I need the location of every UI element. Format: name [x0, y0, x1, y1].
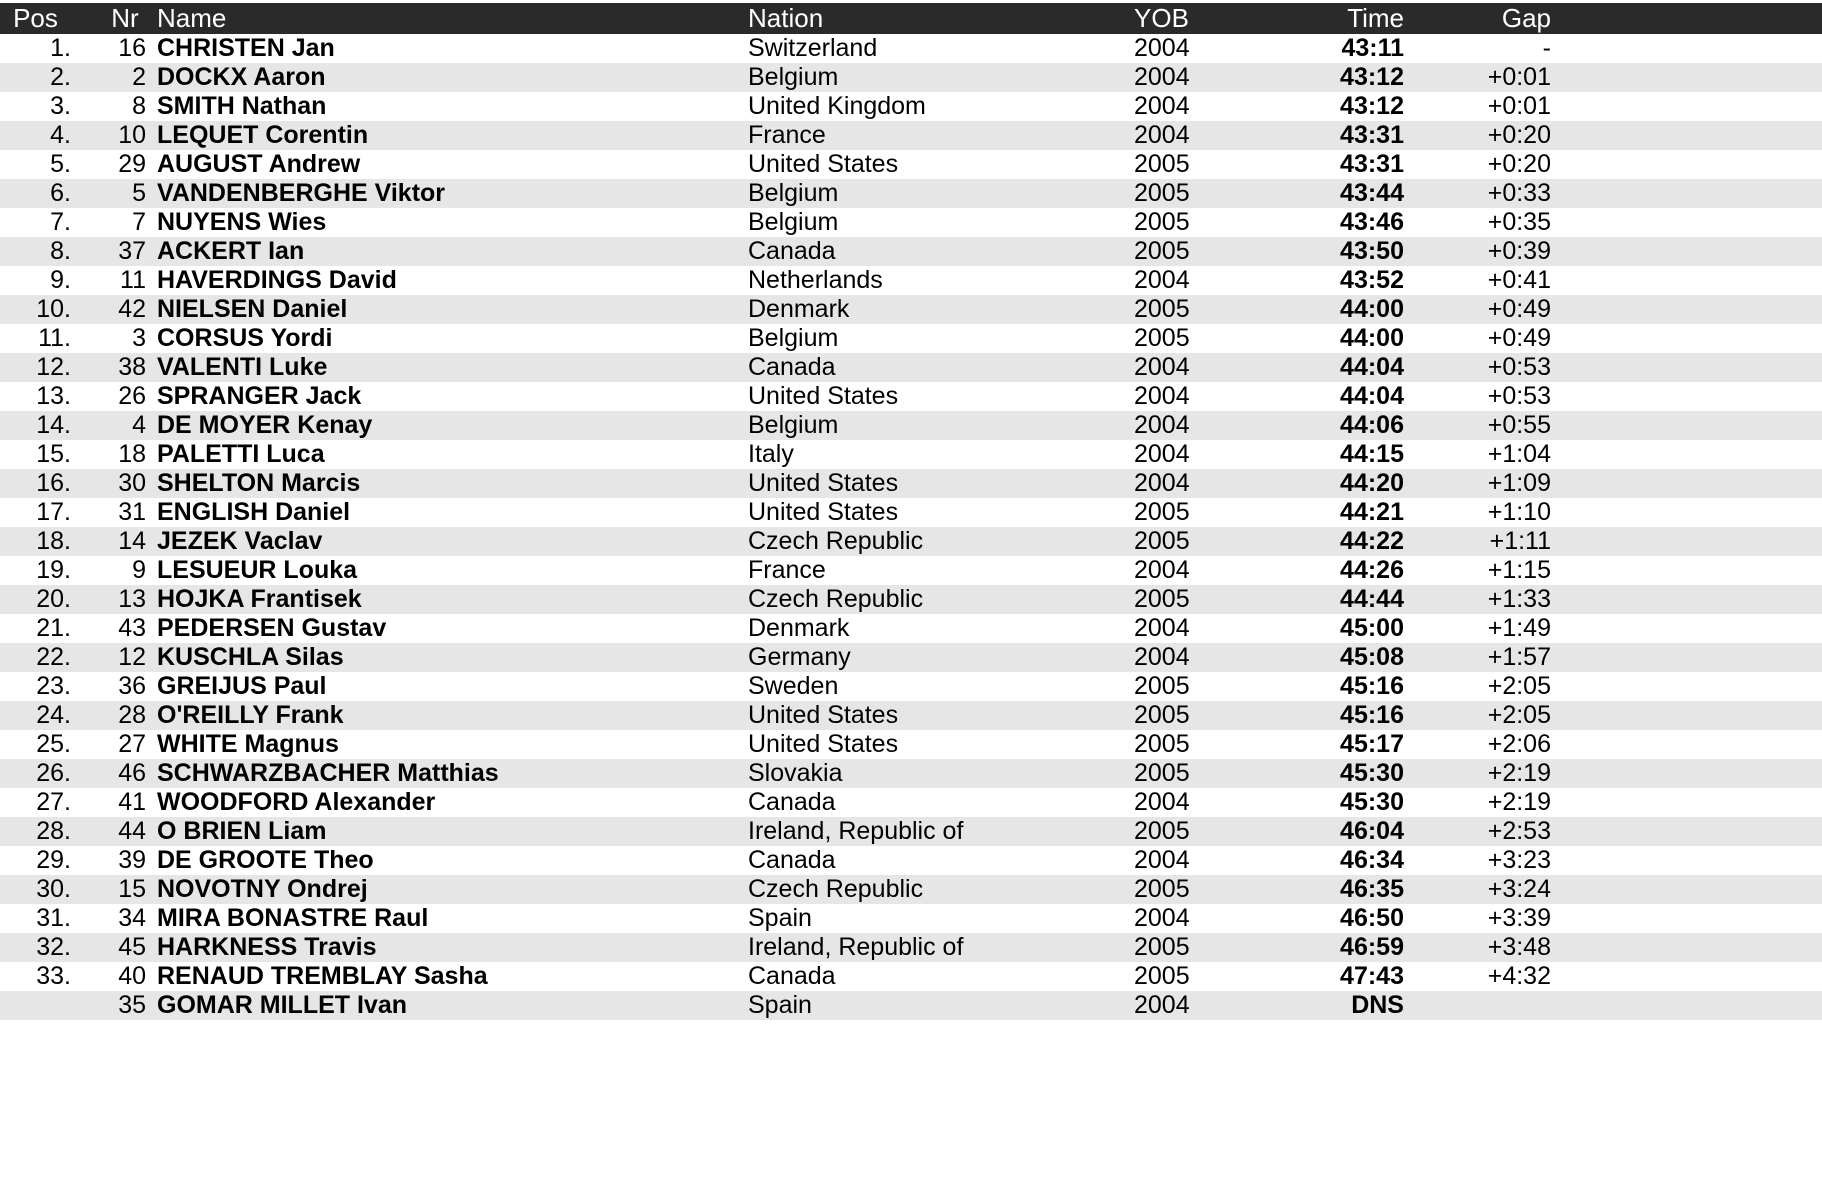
- cell-time: 44:22: [1340, 527, 1404, 555]
- cell-time: 44:04: [1340, 353, 1404, 381]
- cell-pos: 6.: [50, 179, 71, 207]
- cell-time: 44:21: [1340, 498, 1404, 526]
- cell-pos: 13.: [36, 382, 71, 410]
- cell-name: ENGLISH Daniel: [157, 498, 351, 526]
- cell-nation: Belgium: [748, 411, 839, 439]
- cell-gap: +3:48: [1487, 933, 1551, 961]
- cell-nation: Netherlands: [748, 266, 883, 294]
- cell-nr: 27: [118, 730, 146, 758]
- cell-name: NIELSEN Daniel: [157, 295, 348, 323]
- cell-nr: 34: [118, 904, 146, 932]
- table-row: [0, 585, 1822, 614]
- cell-nation: United States: [748, 701, 899, 729]
- cell-nr: 36: [118, 672, 146, 700]
- cell-gap: +1:09: [1487, 469, 1551, 497]
- cell-time: 44:20: [1340, 469, 1404, 497]
- cell-nation: Switzerland: [748, 34, 878, 62]
- cell-nation: Belgium: [748, 208, 839, 236]
- cell-nr: 44: [118, 817, 146, 845]
- cell-nation: Canada: [748, 788, 836, 816]
- cell-time: 44:06: [1340, 411, 1404, 439]
- cell-pos: 25.: [36, 730, 71, 758]
- cell-gap: +1:33: [1487, 585, 1551, 613]
- table-row: [0, 701, 1822, 730]
- cell-nation: Denmark: [748, 295, 850, 323]
- cell-pos: 12.: [36, 353, 71, 381]
- cell-nation: United States: [748, 150, 899, 178]
- cell-nr: 40: [118, 962, 146, 990]
- cell-name: WOODFORD Alexander: [157, 788, 436, 816]
- cell-gap: +0:20: [1487, 121, 1551, 149]
- cell-pos: 33.: [36, 962, 71, 990]
- cell-name: DE MOYER Kenay: [157, 411, 373, 439]
- table-row: [0, 904, 1822, 933]
- cell-gap: +3:39: [1487, 904, 1551, 932]
- table-row: [0, 63, 1822, 92]
- cell-nr: 28: [118, 701, 146, 729]
- cell-nr: 41: [118, 788, 146, 816]
- cell-gap: +0:55: [1487, 411, 1551, 439]
- cell-time: 43:46: [1340, 208, 1404, 236]
- table-row: [0, 672, 1822, 701]
- cell-yob: 2004: [1134, 614, 1190, 642]
- cell-pos: 9.: [50, 266, 71, 294]
- table-row: [0, 237, 1822, 266]
- cell-nr: 18: [118, 440, 146, 468]
- cell-pos: 21.: [36, 614, 71, 642]
- cell-name: SHELTON Marcis: [157, 469, 361, 497]
- header-nr: Nr: [111, 3, 139, 33]
- cell-pos: 19.: [36, 556, 71, 584]
- cell-nation: Denmark: [748, 614, 850, 642]
- table-row: [0, 846, 1822, 875]
- cell-time: 43:50: [1340, 237, 1404, 265]
- cell-gap: +0:01: [1487, 92, 1551, 120]
- cell-yob: 2004: [1134, 353, 1190, 381]
- cell-nation: France: [748, 121, 826, 149]
- table-row: [0, 498, 1822, 527]
- cell-yob: 2004: [1134, 440, 1190, 468]
- header-gap: Gap: [1501, 3, 1551, 33]
- cell-pos: 14.: [36, 411, 71, 439]
- cell-pos: 27.: [36, 788, 71, 816]
- cell-pos: 8.: [50, 237, 71, 265]
- cell-gap: +2:05: [1487, 701, 1551, 729]
- cell-nation: Belgium: [748, 324, 839, 352]
- cell-time: 43:52: [1340, 266, 1404, 294]
- table-row: [0, 962, 1822, 991]
- cell-time: 44:04: [1340, 382, 1404, 410]
- cell-time: 44:00: [1340, 324, 1404, 352]
- cell-nation: Sweden: [748, 672, 839, 700]
- cell-name: LEQUET Corentin: [157, 121, 369, 149]
- cell-pos: 4.: [50, 121, 71, 149]
- cell-name: HOJKA Frantisek: [157, 585, 362, 613]
- cell-name: ACKERT Ian: [157, 237, 305, 265]
- cell-yob: 2004: [1134, 382, 1190, 410]
- cell-nation: Canada: [748, 353, 836, 381]
- cell-time: 46:04: [1340, 817, 1404, 845]
- cell-nation: Italy: [748, 440, 794, 468]
- table-header: [0, 3, 1822, 34]
- cell-gap: +1:04: [1487, 440, 1551, 468]
- cell-name: SPRANGER Jack: [157, 382, 362, 410]
- cell-name: AUGUST Andrew: [157, 150, 361, 178]
- cell-yob: 2005: [1134, 150, 1190, 178]
- table-body: [0, 34, 1822, 1020]
- table-row: [0, 150, 1822, 179]
- cell-gap: +1:57: [1487, 643, 1551, 671]
- cell-nation: United Kingdom: [748, 92, 926, 120]
- cell-time: 45:30: [1340, 759, 1404, 787]
- cell-yob: 2005: [1134, 498, 1190, 526]
- cell-nr: 10: [118, 121, 146, 149]
- table-row: [0, 614, 1822, 643]
- cell-yob: 2005: [1134, 585, 1190, 613]
- cell-pos: 16.: [36, 469, 71, 497]
- cell-pos: 29.: [36, 846, 71, 874]
- table-row: [0, 556, 1822, 585]
- cell-gap: +1:15: [1487, 556, 1551, 584]
- cell-pos: 2.: [50, 63, 71, 91]
- cell-name: LESUEUR Louka: [157, 556, 358, 584]
- cell-gap: +0:49: [1487, 324, 1551, 352]
- cell-time: 44:00: [1340, 295, 1404, 323]
- header-yob: YOB: [1134, 3, 1189, 33]
- cell-gap: +2:06: [1487, 730, 1551, 758]
- cell-nation: United States: [748, 730, 899, 758]
- table-row: [0, 469, 1822, 498]
- cell-pos: 20.: [36, 585, 71, 613]
- cell-gap: +0:41: [1487, 266, 1551, 294]
- cell-nr: 13: [118, 585, 146, 613]
- cell-pos: 3.: [50, 92, 71, 120]
- cell-time: 46:35: [1340, 875, 1404, 903]
- cell-nr: 46: [118, 759, 146, 787]
- table-row: [0, 788, 1822, 817]
- cell-gap: -: [1542, 34, 1551, 62]
- cell-pos: 17.: [36, 498, 71, 526]
- cell-pos: 30.: [36, 875, 71, 903]
- cell-name: SCHWARZBACHER Matthias: [157, 759, 499, 787]
- cell-nation: Czech Republic: [748, 527, 924, 555]
- cell-yob: 2004: [1134, 904, 1190, 932]
- cell-gap: +2:19: [1487, 759, 1551, 787]
- cell-yob: 2005: [1134, 730, 1190, 758]
- cell-time: 45:00: [1340, 614, 1404, 642]
- cell-time: 45:16: [1340, 672, 1404, 700]
- table-row: [0, 933, 1822, 962]
- cell-time: 43:31: [1340, 150, 1404, 178]
- cell-pos: 7.: [50, 208, 71, 236]
- cell-pos: 1.: [50, 34, 71, 62]
- cell-nr: 5: [132, 179, 146, 207]
- cell-gap: +0:01: [1487, 63, 1551, 91]
- cell-yob: 2005: [1134, 933, 1190, 961]
- cell-name: VALENTI Luke: [157, 353, 328, 381]
- cell-gap: +1:49: [1487, 614, 1551, 642]
- cell-nation: Germany: [748, 643, 851, 671]
- cell-name: PALETTI Luca: [157, 440, 325, 468]
- table-row: [0, 527, 1822, 556]
- cell-name: DOCKX Aaron: [157, 63, 326, 91]
- cell-yob: 2005: [1134, 759, 1190, 787]
- cell-name: RENAUD TREMBLAY Sasha: [157, 962, 488, 990]
- cell-yob: 2005: [1134, 672, 1190, 700]
- table-row: [0, 411, 1822, 440]
- cell-gap: +1:11: [1489, 527, 1551, 555]
- table-row: [0, 730, 1822, 759]
- cell-nr: 26: [118, 382, 146, 410]
- cell-nr: 37: [118, 237, 146, 265]
- cell-nr: 39: [118, 846, 146, 874]
- cell-yob: 2005: [1134, 237, 1190, 265]
- cell-gap: +0:33: [1487, 179, 1551, 207]
- cell-time: 46:50: [1340, 904, 1404, 932]
- cell-yob: 2004: [1134, 469, 1190, 497]
- cell-pos: 28.: [36, 817, 71, 845]
- cell-name: DE GROOTE Theo: [157, 846, 374, 874]
- cell-gap: +0:39: [1487, 237, 1551, 265]
- table-row: [0, 295, 1822, 324]
- table-row: [0, 266, 1822, 295]
- cell-name: GREIJUS Paul: [157, 672, 327, 700]
- header-pos: Pos: [13, 3, 58, 33]
- cell-name: SMITH Nathan: [157, 92, 327, 120]
- cell-nr: 7: [132, 208, 146, 236]
- cell-gap: +0:35: [1487, 208, 1551, 236]
- cell-gap: +2:53: [1487, 817, 1551, 845]
- cell-yob: 2005: [1134, 527, 1190, 555]
- table-row: [0, 991, 1822, 1020]
- cell-time: 44:44: [1340, 585, 1404, 613]
- cell-gap: +0:53: [1487, 353, 1551, 381]
- cell-yob: 2004: [1134, 556, 1190, 584]
- cell-nation: Spain: [748, 904, 812, 932]
- cell-gap: +3:24: [1487, 875, 1551, 903]
- cell-time: 45:08: [1340, 643, 1404, 671]
- cell-name: CHRISTEN Jan: [157, 34, 335, 62]
- cell-time: 45:30: [1340, 788, 1404, 816]
- table-row: [0, 643, 1822, 672]
- table-row: [0, 324, 1822, 353]
- table-row: [0, 179, 1822, 208]
- cell-name: VANDENBERGHE Viktor: [157, 179, 446, 207]
- cell-pos: 11.: [38, 324, 71, 352]
- cell-gap: +1:10: [1487, 498, 1551, 526]
- cell-nr: 43: [118, 614, 146, 642]
- cell-time: 43:44: [1340, 179, 1404, 207]
- cell-yob: 2005: [1134, 962, 1190, 990]
- cell-name: JEZEK Vaclav: [157, 527, 323, 555]
- cell-yob: 2004: [1134, 121, 1190, 149]
- cell-nr: 14: [118, 527, 146, 555]
- cell-nation: Belgium: [748, 63, 839, 91]
- cell-name: WHITE Magnus: [157, 730, 339, 758]
- cell-time: 43:12: [1340, 92, 1404, 120]
- cell-time: 43:31: [1340, 121, 1404, 149]
- cell-gap: +0:49: [1487, 295, 1551, 323]
- cell-nr: 35: [118, 991, 146, 1019]
- cell-pos: 10.: [36, 295, 71, 323]
- cell-yob: 2004: [1134, 63, 1190, 91]
- cell-pos: 32.: [36, 933, 71, 961]
- cell-pos: 5.: [50, 150, 71, 178]
- cell-gap: +0:53: [1487, 382, 1551, 410]
- cell-pos: 23.: [36, 672, 71, 700]
- cell-time: 43:11: [1341, 34, 1404, 62]
- cell-time: 44:26: [1340, 556, 1404, 584]
- cell-yob: 2004: [1134, 92, 1190, 120]
- cell-gap: +3:23: [1487, 846, 1551, 874]
- cell-pos: 18.: [36, 527, 71, 555]
- cell-yob: 2005: [1134, 208, 1190, 236]
- cell-time: DNS: [1351, 991, 1404, 1019]
- cell-time: 46:59: [1340, 933, 1404, 961]
- table-row: [0, 92, 1822, 121]
- cell-yob: 2005: [1134, 701, 1190, 729]
- cell-nr: 45: [118, 933, 146, 961]
- table-row: [0, 759, 1822, 788]
- cell-nr: 42: [118, 295, 146, 323]
- cell-nr: 15: [118, 875, 146, 903]
- cell-name: HAVERDINGS David: [157, 266, 397, 294]
- cell-gap: +0:20: [1487, 150, 1551, 178]
- cell-yob: 2005: [1134, 817, 1190, 845]
- cell-nation: Canada: [748, 846, 836, 874]
- cell-nr: 2: [132, 63, 146, 91]
- table-row: [0, 817, 1822, 846]
- table-row: [0, 382, 1822, 411]
- cell-nation: Canada: [748, 962, 836, 990]
- cell-yob: 2004: [1134, 643, 1190, 671]
- cell-nation: Spain: [748, 991, 812, 1019]
- cell-yob: 2005: [1134, 324, 1190, 352]
- cell-nation: United States: [748, 498, 899, 526]
- cell-nr: 31: [118, 498, 146, 526]
- table-row: [0, 121, 1822, 150]
- cell-nation: Belgium: [748, 179, 839, 207]
- cell-nation: France: [748, 556, 826, 584]
- cell-yob: 2005: [1134, 179, 1190, 207]
- cell-nr: 8: [132, 92, 146, 120]
- cell-yob: 2004: [1134, 34, 1190, 62]
- cell-pos: 24.: [36, 701, 71, 729]
- cell-nation: United States: [748, 382, 899, 410]
- cell-gap: +2:19: [1487, 788, 1551, 816]
- table-row: [0, 208, 1822, 237]
- cell-nation: Ireland, Republic of: [748, 817, 964, 845]
- cell-nr: 12: [118, 643, 146, 671]
- cell-nr: 30: [118, 469, 146, 497]
- cell-name: O BRIEN Liam: [157, 817, 327, 845]
- cell-name: CORSUS Yordi: [157, 324, 333, 352]
- cell-nation: Czech Republic: [748, 875, 924, 903]
- cell-pos: 22.: [36, 643, 71, 671]
- cell-name: NUYENS Wies: [157, 208, 327, 236]
- cell-nr: 38: [118, 353, 146, 381]
- cell-nr: 16: [118, 34, 146, 62]
- cell-nr: 29: [118, 150, 146, 178]
- cell-yob: 2004: [1134, 411, 1190, 439]
- cell-gap: +4:32: [1487, 962, 1551, 990]
- cell-nation: Canada: [748, 237, 836, 265]
- cell-time: 44:15: [1340, 440, 1404, 468]
- header-name: Name: [157, 3, 227, 33]
- cell-yob: 2004: [1134, 788, 1190, 816]
- cell-nr: 9: [132, 556, 146, 584]
- cell-nr: 11: [120, 266, 146, 294]
- cell-nation: Slovakia: [748, 759, 843, 787]
- cell-pos: 31.: [36, 904, 71, 932]
- table-row: [0, 34, 1822, 63]
- cell-name: HARKNESS Travis: [157, 933, 377, 961]
- cell-nr: 4: [132, 411, 146, 439]
- header-nation: Nation: [748, 3, 824, 33]
- cell-yob: 2005: [1134, 875, 1190, 903]
- cell-yob: 2004: [1134, 266, 1190, 294]
- results-table: [0, 3, 1822, 1020]
- cell-nation: Ireland, Republic of: [748, 933, 964, 961]
- cell-name: GOMAR MILLET Ivan: [157, 991, 407, 1019]
- table-row: [0, 440, 1822, 469]
- table-row: [0, 875, 1822, 904]
- cell-name: NOVOTNY Ondrej: [157, 875, 368, 903]
- cell-name: O'REILLY Frank: [157, 701, 344, 729]
- cell-gap: +2:05: [1487, 672, 1551, 700]
- cell-time: 46:34: [1340, 846, 1404, 874]
- cell-nation: Czech Republic: [748, 585, 924, 613]
- header-time: Time: [1347, 3, 1404, 33]
- table-row: [0, 353, 1822, 382]
- cell-time: 43:12: [1340, 63, 1404, 91]
- cell-pos: 26.: [36, 759, 71, 787]
- cell-name: PEDERSEN Gustav: [157, 614, 387, 642]
- cell-name: MIRA BONASTRE Raul: [157, 904, 429, 932]
- cell-yob: 2004: [1134, 846, 1190, 874]
- cell-time: 45:17: [1340, 730, 1404, 758]
- cell-yob: 2005: [1134, 295, 1190, 323]
- cell-time: 47:43: [1340, 962, 1404, 990]
- cell-yob: 2004: [1134, 991, 1190, 1019]
- cell-nr: 3: [132, 324, 146, 352]
- cell-pos: 15.: [36, 440, 71, 468]
- cell-time: 45:16: [1340, 701, 1404, 729]
- cell-nation: United States: [748, 469, 899, 497]
- cell-name: KUSCHLA Silas: [157, 643, 344, 671]
